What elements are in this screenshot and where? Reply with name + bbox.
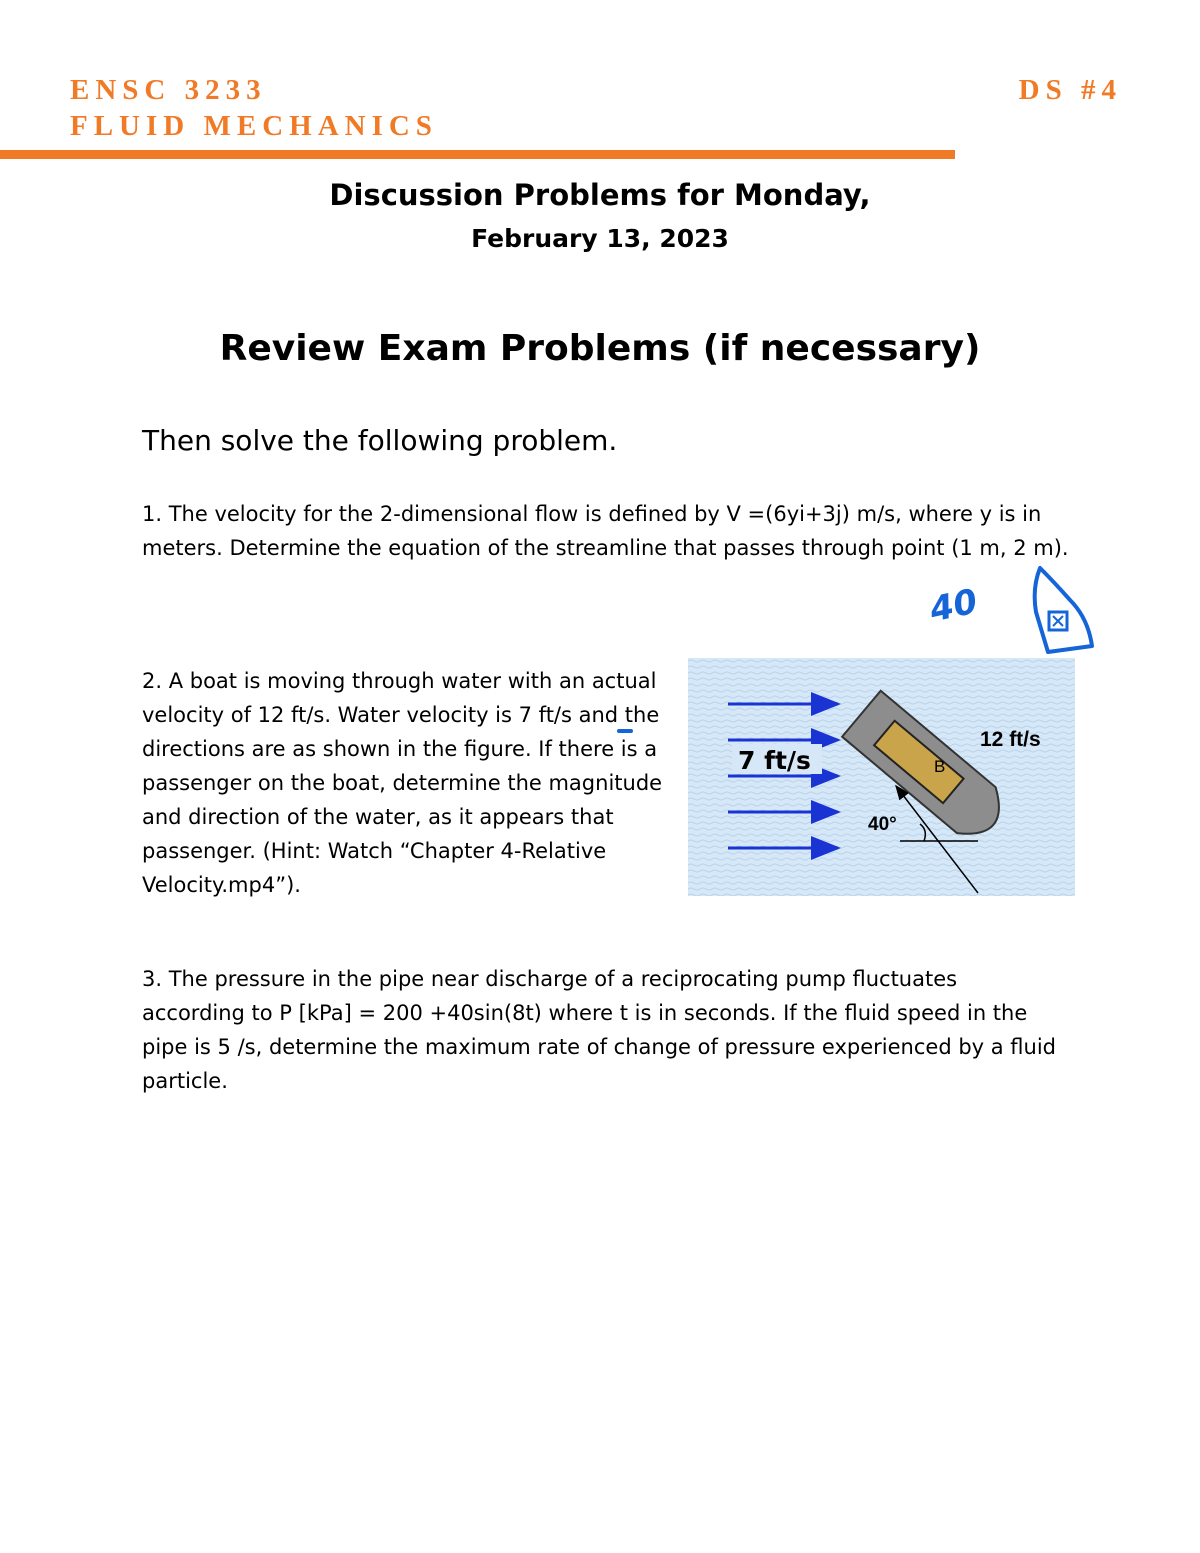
title-date: February 13, 2023 <box>471 224 729 253</box>
ink-underline-mark <box>617 729 633 733</box>
ds-number: DS #4 <box>1018 74 1122 106</box>
boat-figure <box>688 658 1075 896</box>
boat-label: B <box>934 757 946 776</box>
problem-3: 3. The pressure in the pipe near discharge of a reciprocating pump fluctuates according to P [kPa] = 200 +40sin(8t) where t is in seconds. If the fluid speed in the pipe is 5 /s, determine the maximum rate of change of pressure experienced by a fluid particle. <box>142 967 1057 1093</box>
boat-speed-label: 12 ft/s <box>980 728 1041 751</box>
instruction-text: Then solve the following problem. <box>142 424 618 457</box>
problem-1: 1. The velocity for the 2-dimensional flow is defined by V =(6yi+3j) m/s, where y is in meters. Determine the equation of the streamline that passes through point (1 m, 2 m). <box>142 502 1069 560</box>
problem-2: 2. A boat is moving through water with an actual velocity of 12 ft/s. Water velocity is 7 ft/s and the directions are as shown in the figure. If there is a passenger on the boat, determine the magnitude and direction of the water, as it appears that passenger. (Hint: Watch “Chapter 4-Relative Velocity.mp4”). <box>142 669 663 897</box>
handwritten-number: 40 <box>926 581 981 631</box>
title-line-1: Discussion Problems for Monday, <box>329 178 871 212</box>
handwritten-boat-sketch <box>920 560 1100 660</box>
course-subject: FLUID MECHANICS <box>70 110 438 142</box>
course-code: ENSC 3233 <box>70 74 267 106</box>
water-speed-label: 7 ft/s <box>738 746 811 775</box>
review-heading: Review Exam Problems (if necessary) <box>219 328 981 369</box>
header-rule <box>0 150 955 159</box>
angle-label: 40° <box>868 814 897 835</box>
